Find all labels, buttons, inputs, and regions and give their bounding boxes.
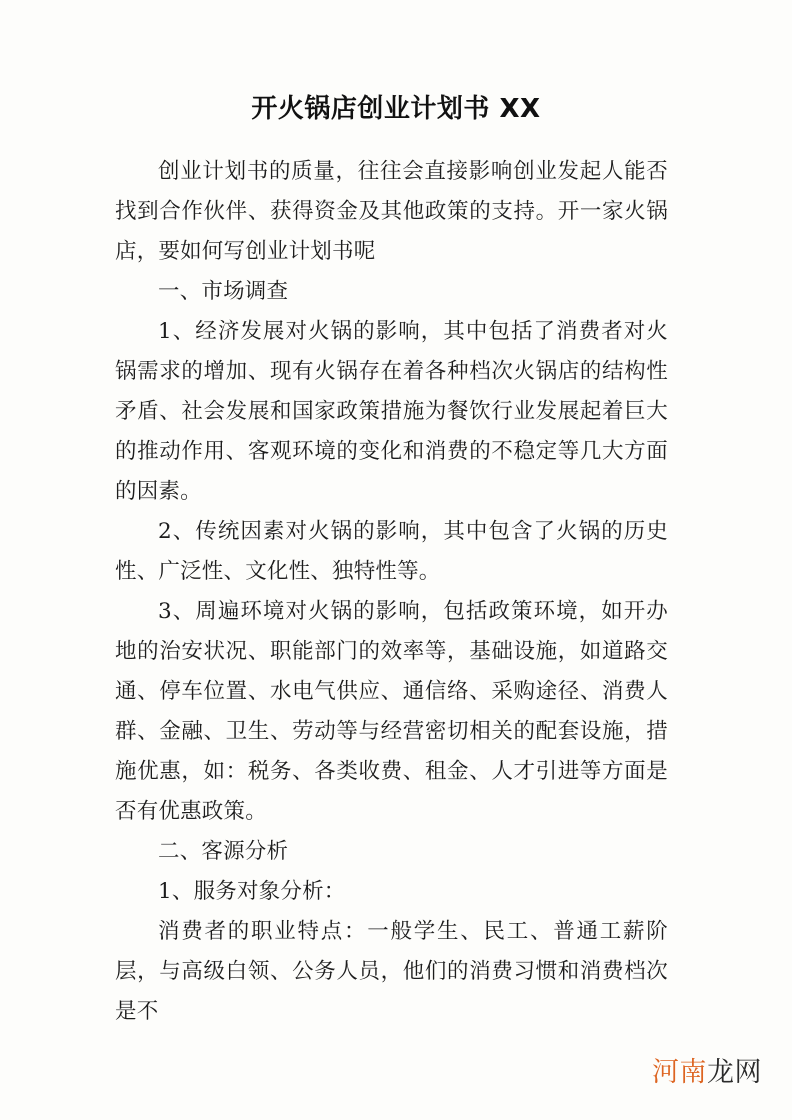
watermark-part-two: 龙网 bbox=[707, 1057, 762, 1088]
section-heading-2: 二、客源分析 bbox=[158, 839, 289, 864]
paragraph: 消费者的职业特点：一般学生、民工、普通工薪阶层，与高级白领、公务人员，他们的消费习惯和消费档次是不 bbox=[115, 919, 668, 1024]
site-watermark bbox=[652, 1056, 762, 1090]
page-title: 开火锅店创业计划书 XX bbox=[251, 94, 541, 124]
paragraph: 1、经济发展对火锅的影响，其中包括了消费者对火锅需求的增加、现有火锅存在着各种档次火锅店的结构性矛盾、社会发展和国家政策措施为餐饮行业发展起着巨大的推动作用、客观环境的变化和消费的不稳定等几大方面的因素。 bbox=[115, 319, 668, 504]
paragraph: 2、传统因素对火锅的影响，其中包含了火锅的历史性、广泛性、文化性、独特性等。 bbox=[115, 519, 668, 584]
paragraph: 创业计划书的质量，往往会直接影响创业发起人能否找到合作伙伴、获得资金及其他政策的支持。开一家火锅店，要如何写创业计划书呢 bbox=[115, 159, 668, 264]
paragraph: 1、服务对象分析： bbox=[158, 879, 346, 904]
section-heading-1: 一、市场调查 bbox=[158, 279, 289, 304]
watermark-part-one: 河南 bbox=[652, 1057, 707, 1088]
paragraph: 3、周遍环境对火锅的影响，包括政策环境，如开办地的治安状况、职能部门的效率等，基础设施，如道路交通、停车位置、水电气供应、通信络、采购途径、消费人群、金融、卫生、劳动等与经营密切相关的配套设施，措施优惠，如：税务、各类收费、租金、人才引进等方面是否有优惠政策。 bbox=[115, 599, 668, 824]
document-body bbox=[115, 152, 668, 1032]
